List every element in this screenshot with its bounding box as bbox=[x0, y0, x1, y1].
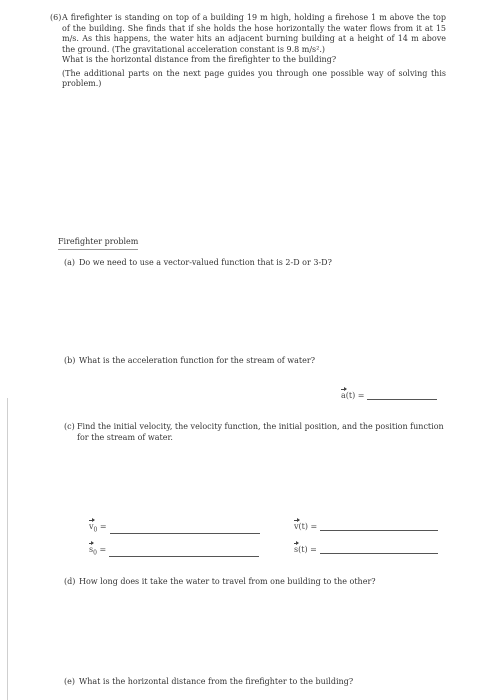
velocity-function-field bbox=[294, 522, 438, 531]
part-d-label: (d) bbox=[64, 577, 76, 586]
problem-question: What is the horizontal distance from the firefighter to the building? bbox=[62, 55, 337, 64]
part-d-text: How long does it take the water to travel from one building to the other? bbox=[79, 577, 376, 586]
section-title-underline bbox=[58, 249, 138, 250]
part-e bbox=[64, 677, 444, 688]
part-c bbox=[64, 422, 444, 443]
position-function-field bbox=[294, 545, 438, 554]
position-function-label: s(t) = bbox=[294, 545, 317, 554]
velocity-function-answer-line[interactable] bbox=[320, 522, 438, 531]
acceleration-answer-line[interactable] bbox=[367, 391, 437, 400]
initial-velocity-field bbox=[89, 522, 260, 534]
part-e-label: (e) bbox=[64, 677, 75, 686]
initial-position-field bbox=[89, 545, 259, 557]
part-e-text: What is the horizontal distance from the firefighter to the building? bbox=[79, 677, 354, 686]
part-a-label: (a) bbox=[64, 258, 76, 267]
acceleration-label: a(t) = bbox=[341, 391, 365, 400]
part-b-text: What is the acceleration function for the stream of water? bbox=[79, 356, 315, 365]
acceleration-field bbox=[341, 391, 437, 400]
part-d bbox=[64, 577, 444, 588]
initial-position-answer-line[interactable] bbox=[109, 548, 259, 557]
part-c-text: Find the initial velocity, the velocity function, the initial position, and the position function for the stream of water. bbox=[77, 422, 444, 442]
position-function-answer-line[interactable] bbox=[320, 545, 438, 554]
initial-velocity-label: $v_0$ = bbox=[89, 522, 107, 534]
problem-statement bbox=[50, 13, 446, 90]
initial-velocity-answer-line[interactable] bbox=[110, 525, 260, 534]
initial-position-label: $s_0$ = bbox=[89, 545, 107, 557]
section-title bbox=[58, 237, 138, 246]
section-title-text: Firefighter problem bbox=[58, 237, 139, 246]
part-a bbox=[64, 258, 444, 269]
part-c-label: (c) bbox=[64, 422, 75, 431]
problem-note: (The additional parts on the next page guides you through one possible way of solving this problem.) bbox=[62, 68, 446, 88]
part-b-label: (b) bbox=[64, 356, 76, 365]
part-b bbox=[64, 356, 444, 367]
part-a-text: Do we need to use a vector-valued function that is 2-D or 3-D? bbox=[79, 258, 332, 267]
velocity-function-label: v(t) = bbox=[294, 522, 318, 531]
problem-text: A firefighter is standing on top of a building 19 m high, holding a firehose 1 m above the top of the building. She finds that if she holds the hose horizontally the water flows from it at 15 m/s. As this happens, the water hits an adjacent burning building at a height of 14 m above the ground. (The gravitational acceleration constant is 9.8 m/s².) bbox=[62, 13, 446, 54]
problem-number: (6) bbox=[50, 13, 62, 22]
margin-rule bbox=[7, 398, 8, 700]
